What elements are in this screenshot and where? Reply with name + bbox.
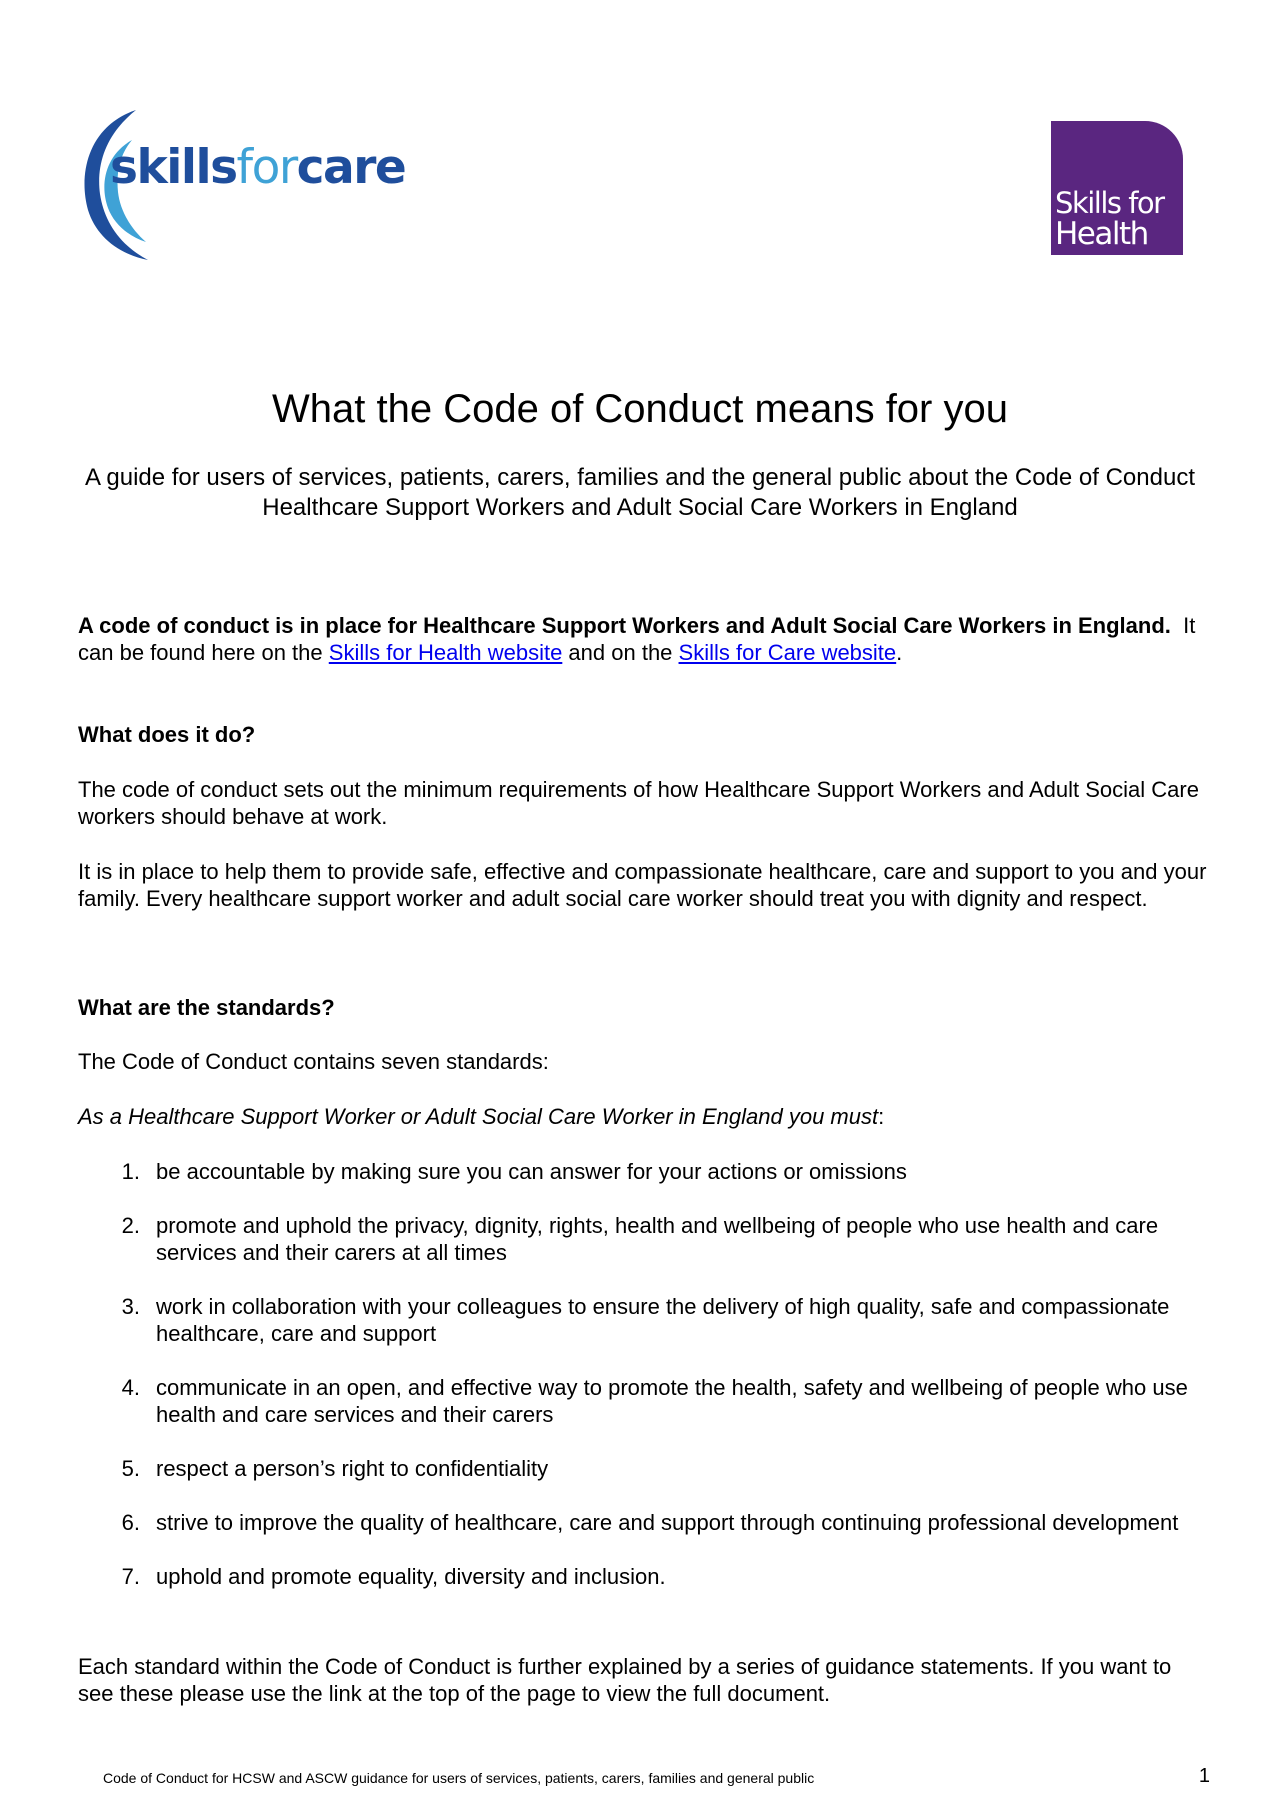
page-number: 1 <box>1198 1765 1210 1787</box>
standard-text: be accountable by making sure you can answer for your actions or omissions <box>156 1159 907 1184</box>
skills-for-care-link[interactable]: Skills for Care website <box>678 640 897 665</box>
standard-text: respect a person’s right to confidentiality <box>156 1456 549 1481</box>
standard-text: promote and uphold the privacy, dignity, rights, health and wellbeing of people who use health and care services and their carers at all times <box>156 1213 1159 1265</box>
skills-for-health-link[interactable]: Skills for Health website <box>328 640 563 665</box>
standard-item <box>110 1509 1200 1536</box>
skills-for-care-logo <box>74 104 414 264</box>
standard-number: 4. <box>121 1375 140 1400</box>
section1-paragraph-1: The code of conduct sets out the minimum requirements of how Healthcare Support Workers and Adult Social Care workers should behave at work. <box>78 777 1199 829</box>
standard-text: uphold and promote equality, diversity and inclusion. <box>156 1564 666 1589</box>
intro-paragraph <box>78 612 1208 666</box>
skills-for-health-line2: Health <box>1055 216 1148 252</box>
standard-item <box>110 1158 1200 1185</box>
page-subtitle: A guide for users of services, patients, carers, families and the general public about the Code of Conduct Healthcare Support Workers and Adult Social Care Workers in England <box>85 464 1195 521</box>
standard-item <box>110 1374 1200 1428</box>
intro-text-2: and on the <box>562 640 679 665</box>
standard-text: work in collaboration with your colleagues to ensure the delivery of high quality, safe and compassionate healthcare, care and support <box>156 1294 1170 1346</box>
skills-for-care-wordmark: skillsforcare <box>110 140 406 195</box>
page-title: What the Code of Conduct means for you <box>272 387 1008 431</box>
standard-text: communicate in an open, and effective way to promote the health, safety and wellbeing of people who use health and care services and their carers <box>156 1375 1188 1427</box>
standards-lead-colon: : <box>878 1104 885 1129</box>
standard-text: strive to improve the quality of healthcare, care and support through continuing professional development <box>156 1510 1179 1535</box>
intro-text-3: . <box>896 640 903 665</box>
page-footer: Code of Conduct for HCSW and ASCW guidance for users of services, patients, carers, families and general public <box>103 1770 815 1786</box>
standards-heading: What are the standards? <box>78 995 335 1020</box>
section1-paragraph-2: It is in place to help them to provide safe, effective and compassionate healthcare, care and support to you and your family. Every healthcare support worker and adult social care worker should treat you with dignity and respect. <box>78 859 1207 911</box>
standard-item <box>110 1455 1200 1482</box>
standard-item <box>110 1212 1200 1266</box>
standard-number: 1. <box>121 1159 140 1184</box>
standard-number: 7. <box>121 1564 140 1589</box>
standard-number: 5. <box>121 1456 140 1481</box>
standard-item <box>110 1293 1200 1347</box>
skills-for-health-line1: Skills for <box>1055 186 1164 220</box>
standards-list <box>110 1158 1200 1617</box>
closing-paragraph: Each standard within the Code of Conduct is further explained by a series of guidance statements. If you want to see these please use the link at the top of the page to view the full document. <box>78 1654 1172 1706</box>
standard-item <box>110 1563 1200 1590</box>
intro-text-1: It can be found here on the <box>78 613 1202 665</box>
standards-lead <box>78 1103 1208 1130</box>
standard-number: 2. <box>121 1213 140 1238</box>
intro-bold-text: A code of conduct is in place for Healthcare Support Workers and Adult Social Care Workers in England. <box>78 613 1171 638</box>
what-does-it-do-heading: What does it do? <box>78 722 256 747</box>
standards-intro: The Code of Conduct contains seven standards: <box>78 1049 549 1074</box>
standards-lead-italic: As a Healthcare Support Worker or Adult Social Care Worker in England you must <box>78 1104 879 1129</box>
skills-for-health-logo <box>1051 121 1183 255</box>
standard-number: 6. <box>121 1510 140 1535</box>
standard-number: 3. <box>121 1294 140 1319</box>
